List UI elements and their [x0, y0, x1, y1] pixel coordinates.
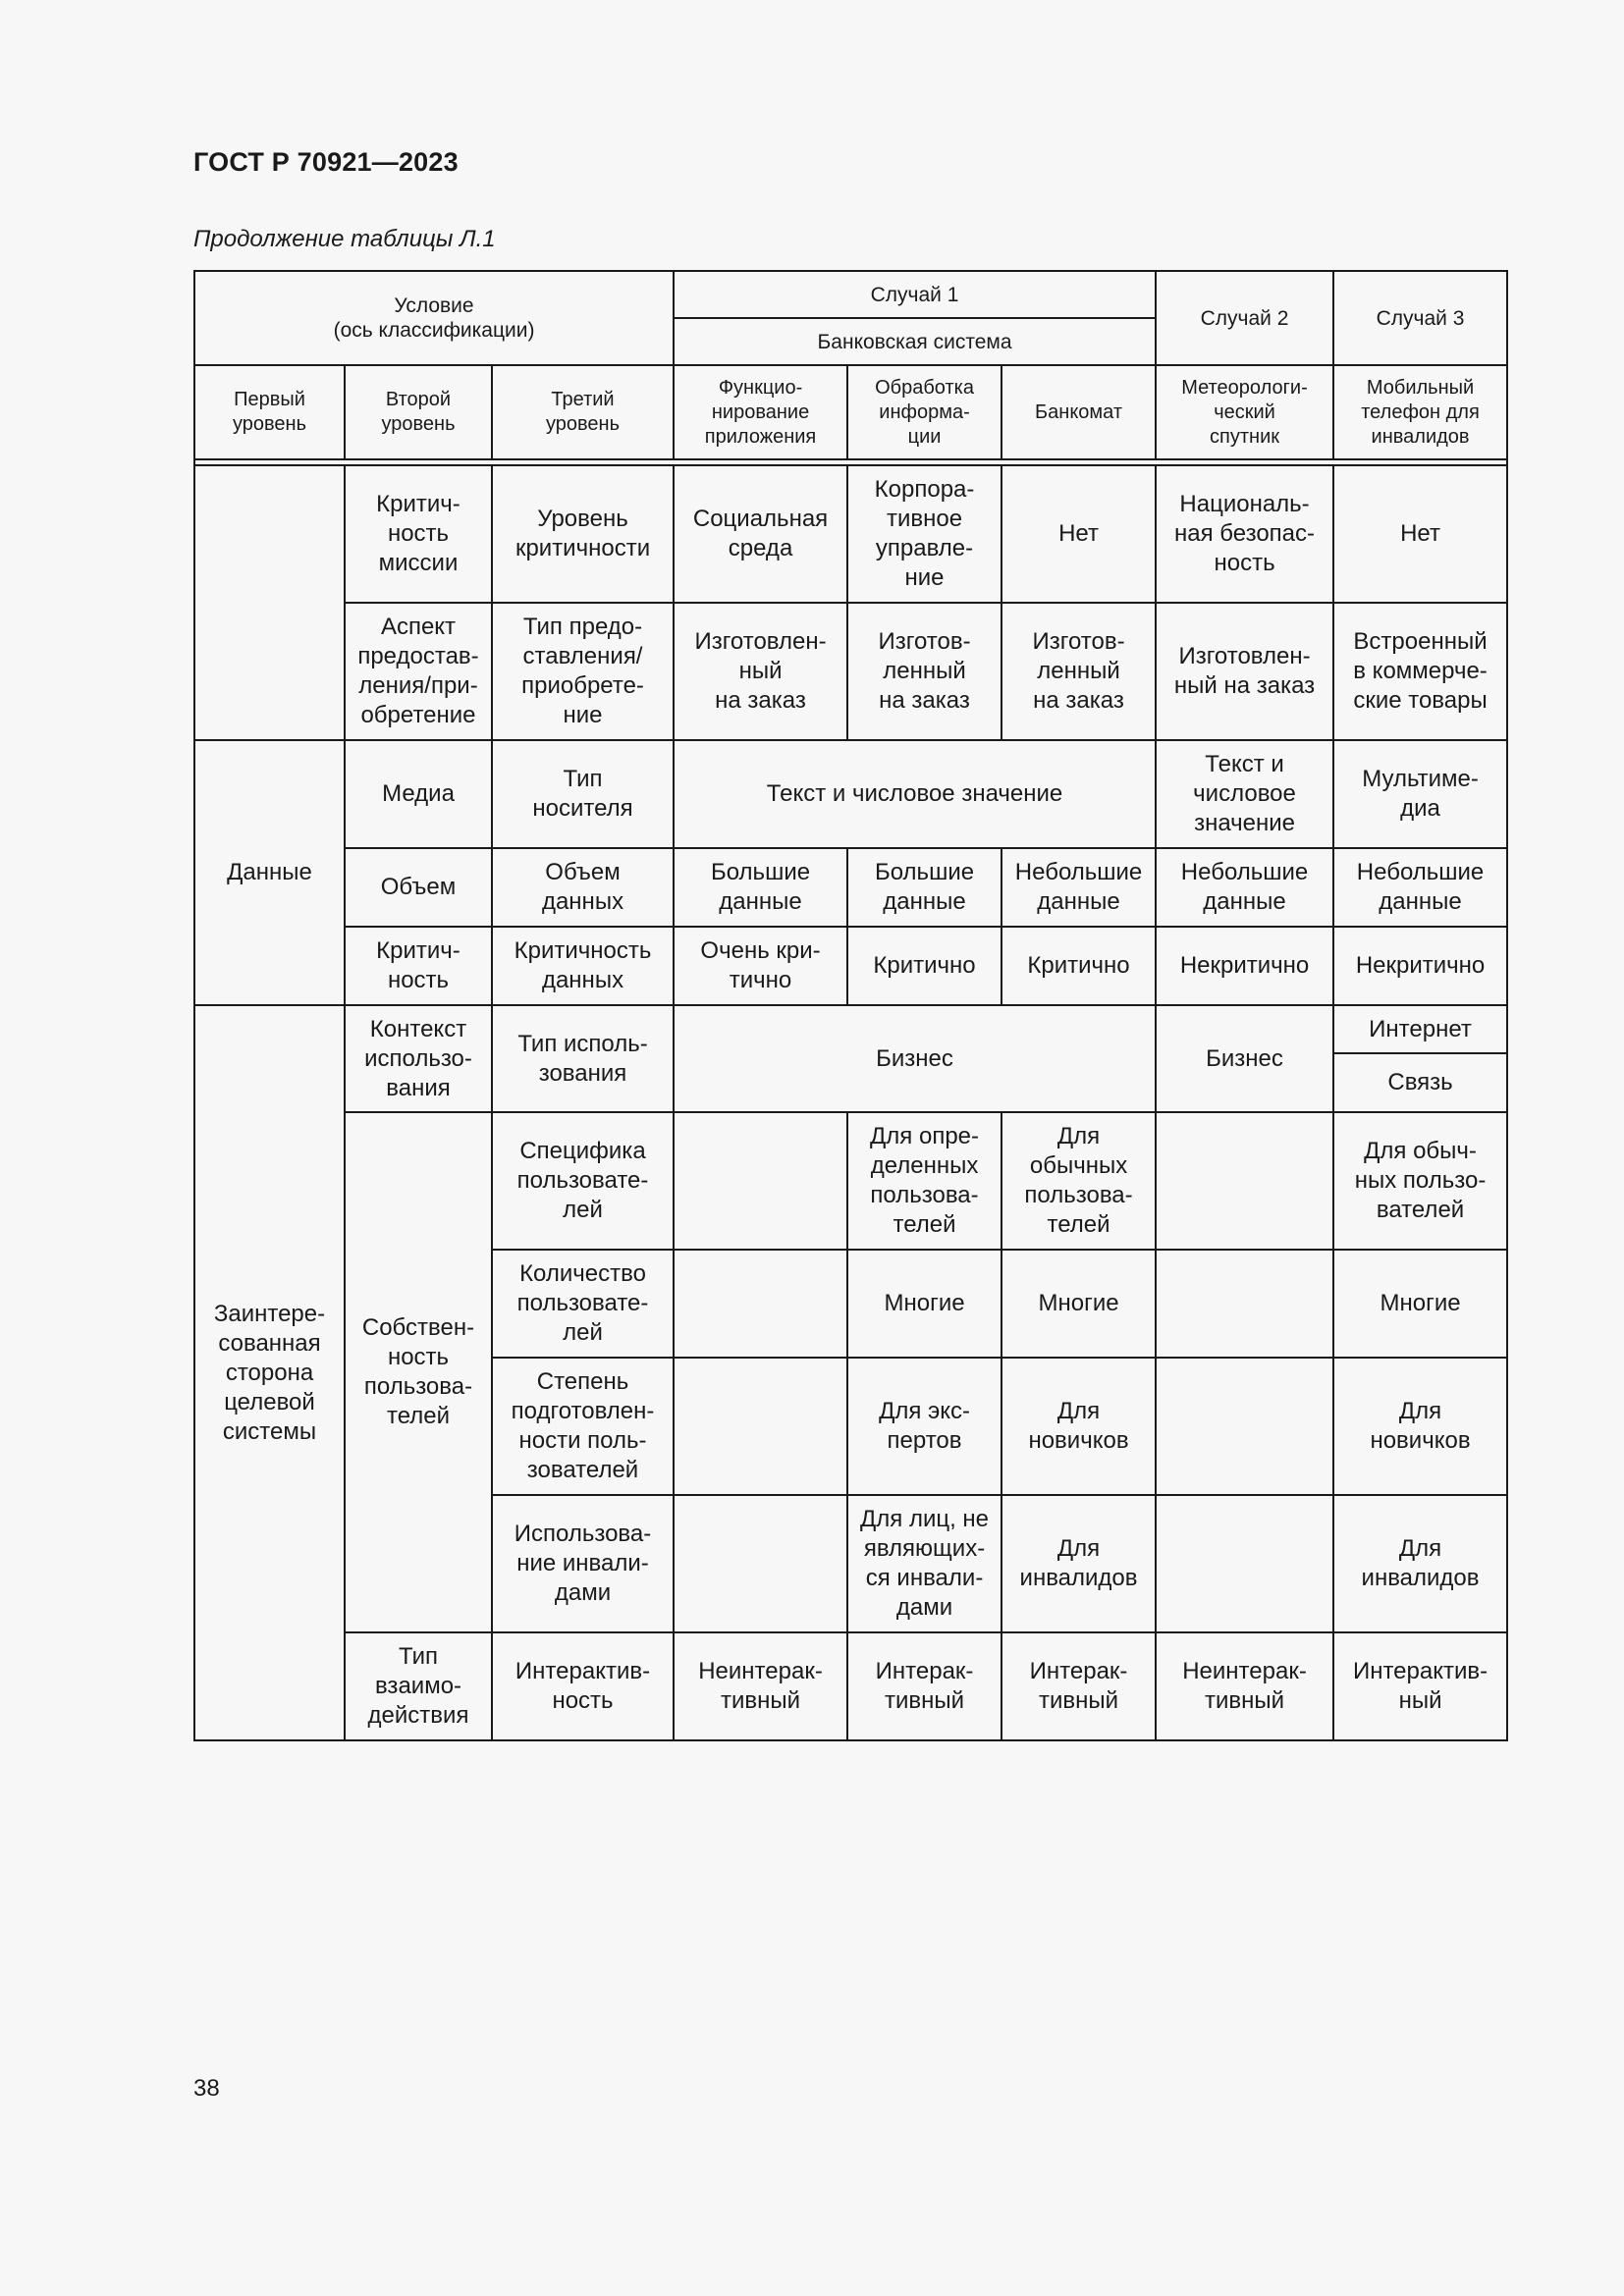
table-cell: Неинтерак- тивный	[674, 1632, 847, 1740]
table-cell: Небольшие данные	[1001, 848, 1156, 927]
table-cell: Небольшие данные	[1333, 848, 1507, 927]
table-cell: Изготовлен- ный на заказ	[674, 603, 847, 740]
table-cell: Националь- ная безопас- ность	[1156, 465, 1333, 603]
table-cell: Тип взаимо- действия	[345, 1632, 492, 1740]
table-cell: Социальная среда	[674, 465, 847, 603]
group-data: Данные	[194, 740, 345, 1005]
table-cell: Объем	[345, 848, 492, 927]
table-cell: Критичность данных	[492, 927, 674, 1005]
table-cell	[674, 1112, 847, 1250]
table-cell: Для инвалидов	[1001, 1495, 1156, 1632]
table-cell: Изготов- ленный на заказ	[847, 603, 1001, 740]
table-cell: Уровень критичности	[492, 465, 674, 603]
table-cell: Для экс- пертов	[847, 1358, 1001, 1495]
header-case3: Случай 3	[1333, 271, 1507, 365]
table-cell	[1156, 1250, 1333, 1358]
table-cell: Нет	[1333, 465, 1507, 603]
header-condition: Условие (ось классификации)	[194, 271, 674, 365]
table-cell: Тип исполь- зования	[492, 1005, 674, 1112]
table-cell: Изготовлен- ный на заказ	[1156, 603, 1333, 740]
table-cell: Некритично	[1333, 927, 1507, 1005]
header-level2: Второй уровень	[345, 365, 492, 459]
table-cell: Текст и числовое значение	[674, 740, 1156, 848]
table-cell: Интерак- тивный	[1001, 1632, 1156, 1740]
document-header: ГОСТ Р 70921—2023	[193, 147, 459, 177]
classification-table	[193, 270, 1508, 1741]
table-cell: Многие	[847, 1250, 1001, 1358]
table-cell: Некритично	[1156, 927, 1333, 1005]
table-cell: Для инвалидов	[1333, 1495, 1507, 1632]
table-cell	[674, 1250, 847, 1358]
table-cell: Тип носителя	[492, 740, 674, 848]
header-case2: Случай 2	[1156, 271, 1333, 365]
table-cell: Корпора- тивное управле- ние	[847, 465, 1001, 603]
table-cell: Интерак- тивный	[847, 1632, 1001, 1740]
table-cell: Тип предо- ставления/ приобрете- ние	[492, 603, 674, 740]
header-atm: Банкомат	[1001, 365, 1156, 459]
table-cell: Контекст использо- вания	[345, 1005, 492, 1112]
table-cell: Бизнес	[674, 1005, 1156, 1112]
table-cell: Связь	[1333, 1053, 1507, 1112]
header-level1: Первый уровень	[194, 365, 345, 459]
table-cell: Критич- ность	[345, 927, 492, 1005]
level1-empty-cell	[194, 465, 345, 740]
table-cell	[1156, 1495, 1333, 1632]
table-cell: Мультиме- диа	[1333, 740, 1507, 848]
table-cell: Для обычных пользова- телей	[1001, 1112, 1156, 1250]
table-cell: Специфика пользовате- лей	[492, 1112, 674, 1250]
table-cell: Использова- ние инвали- дами	[492, 1495, 674, 1632]
table-cell: Критично	[847, 927, 1001, 1005]
table-cell: Для опре- деленных пользова- телей	[847, 1112, 1001, 1250]
table-cell: Степень подготовлен- ности поль- зователей	[492, 1358, 674, 1495]
table-cell: Текст и числовое значение	[1156, 740, 1333, 848]
table-cell: Для новичков	[1333, 1358, 1507, 1495]
table-cell: Интерактив- ный	[1333, 1632, 1507, 1740]
table-cell: Небольшие данные	[1156, 848, 1333, 927]
table-cell: Интерактив- ность	[492, 1632, 674, 1740]
table-cell: Критично	[1001, 927, 1156, 1005]
header-mobile-phone: Мобильный телефон для инвалидов	[1333, 365, 1507, 459]
header-case1: Случай 1	[674, 271, 1156, 318]
table-cell: Изготов- ленный на заказ	[1001, 603, 1156, 740]
table-cell	[674, 1358, 847, 1495]
table-cell: Бизнес	[1156, 1005, 1333, 1112]
table-cell: Большие данные	[674, 848, 847, 927]
header-meteo-satellite: Метеорологи- ческий спутник	[1156, 365, 1333, 459]
table-cell	[674, 1495, 847, 1632]
group-stakeholder: Заинтере- сованная сторона целевой системы	[194, 1005, 345, 1740]
table-cell: Аспект предостав- ления/при- обретение	[345, 603, 492, 740]
table-cell: Медиа	[345, 740, 492, 848]
table-cell: Объем данных	[492, 848, 674, 927]
table-cell	[1156, 1112, 1333, 1250]
page-number: 38	[193, 2075, 220, 2102]
table-cell: Для обыч- ных пользо- вателей	[1333, 1112, 1507, 1250]
group-ownership: Собствен- ность пользова- телей	[345, 1112, 492, 1632]
table-cell: Многие	[1001, 1250, 1156, 1358]
table-cell: Для новичков	[1001, 1358, 1156, 1495]
table-cell: Большие данные	[847, 848, 1001, 927]
table-cell: Нет	[1001, 465, 1156, 603]
table-cell	[1156, 1358, 1333, 1495]
table-caption: Продолжение таблицы Л.1	[193, 226, 496, 252]
table-cell: Количество пользовате- лей	[492, 1250, 674, 1358]
header-app-functioning: Функцио- нирование приложения	[674, 365, 847, 459]
header-banking-system: Банковская система	[674, 318, 1156, 365]
table-cell: Интернет	[1333, 1005, 1507, 1053]
table-cell: Многие	[1333, 1250, 1507, 1358]
table-cell: Встроенный в коммерче- ские товары	[1333, 603, 1507, 740]
header-info-processing: Обработка информа- ции	[847, 365, 1001, 459]
table-cell: Для лиц, не являющих- ся инвали- дами	[847, 1495, 1001, 1632]
table-cell: Неинтерак- тивный	[1156, 1632, 1333, 1740]
header-level3: Третий уровень	[492, 365, 674, 459]
table-cell: Очень кри- тично	[674, 927, 847, 1005]
table-cell: Критич- ность миссии	[345, 465, 492, 603]
